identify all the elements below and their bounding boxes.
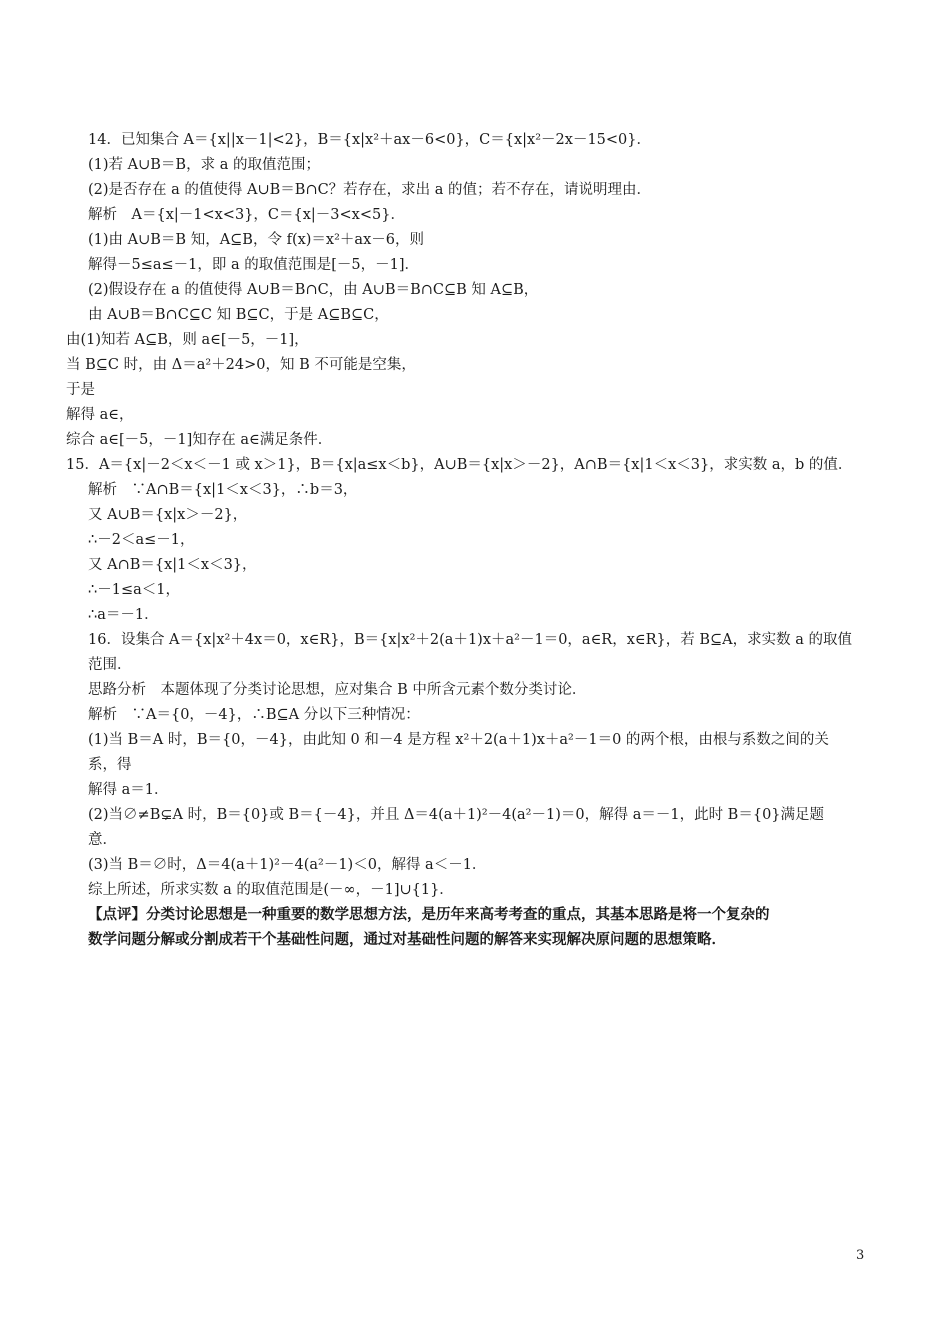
solution-14-from-part-1: 由(1)知若 A⊆B，则 a∈[－5，－1]，	[66, 332, 309, 348]
comment-line-1: 【点评】分类讨论思想是一种重要的数学思想方法，是历年来高考考查的重点，其基本思路是将一个复杂的	[88, 906, 770, 923]
comment-line-2: 数学问题分解或分割成若干个基础性问题，通过对基础性问题的解答来实现解决原问题的思想策略．	[88, 931, 726, 948]
solution-16-cases: 解析 ∵A＝{0，－4}，∴B⊆A 分以下三种情况：	[88, 707, 420, 723]
solution-15-line-1: 解析 ∵A∩B＝{x|1＜x＜3}，∴b＝3，	[88, 482, 358, 498]
solution-14-solve: 解得 a∈，	[66, 407, 134, 423]
solution-16-case-2-cont: 意．	[88, 832, 117, 848]
solution-14-discriminant: 当 B⊆C 时，由 Δ＝a²＋24>0，知 B 不可能是空集，	[66, 357, 416, 373]
problem-16-statement: 16．设集合 A＝{x|x²＋4x＝0，x∈R}，B＝{x|x²＋2(a＋1)x＋a²－1＝0，a∈R，x∈R}，若 B⊆A，求实数 a 的取值	[88, 632, 853, 648]
solution-14-thus: 于是	[66, 382, 95, 398]
solution-14-sets: 解析 A＝{x|－1<x<3}，C＝{x|－3<x<5}．	[88, 207, 405, 223]
problem-14-statement: 14．已知集合 A＝{x||x－1|<2}，B＝{x|x²＋ax－6<0}，C＝{x|x²－2x－15<0}．	[88, 132, 651, 148]
solution-15-line-4: 又 A∩B＝{x|1＜x＜3}，	[88, 557, 257, 573]
solution-14-part-2: (2)假设存在 a 的值使得 A∪B＝B∩C，由 A∪B＝B∩C⊆B 知 A⊆B，	[88, 282, 539, 298]
problem-14-part-2: (2)是否存在 a 的值使得 A∪B＝B∩C？若存在，求出 a 的值；若不存在，请说明理由．	[88, 182, 652, 198]
problem-16-statement-cont: 范围．	[88, 657, 132, 673]
solution-16-case-2: (2)当∅≠B⊊A 时，B＝{0}或 B＝{－4}，并且 Δ＝4(a＋1)²－4(a²－1)＝0，解得 a＝－1，此时 B＝{0}满足题	[88, 807, 825, 823]
solution-16-approach: 思路分析 本题体现了分类讨论思想，应对集合 B 中所含元素个数分类讨论．	[88, 682, 587, 698]
solution-15-line-2: 又 A∪B＝{x|x＞－2}，	[88, 507, 248, 523]
solution-16-summary: 综上所述，所求实数 a 的取值范围是(－∞，－1]∪{1}．	[88, 882, 454, 898]
solution-14-conclusion: 综合 a∈[－5，－1]知存在 a∈满足条件．	[66, 432, 333, 448]
problem-15-statement: 15．A＝{x|－2＜x＜－1 或 x＞1}，B＝{x|a≤x＜b}，A∪B＝{x|x＞－2}，A∩B＝{x|1＜x＜3}，求实数 a，b 的值．	[66, 457, 853, 473]
solution-14-part-1: (1)由 A∪B＝B 知，A⊆B，令 f(x)＝x²＋ax－6，则	[88, 232, 424, 248]
solution-16-case-1-cont: 系，得	[88, 757, 132, 773]
solution-16-case-1: (1)当 B＝A 时，B＝{0，－4}，由此知 0 和－4 是方程 x²＋2(a＋1)x＋a²－1＝0 的两个根，由根与系数之间的关	[88, 732, 829, 748]
solution-16-case-3: (3)当 B＝∅时，Δ＝4(a＋1)²－4(a²－1)＜0，解得 a＜－1．	[88, 857, 487, 873]
solution-15-answer: ∴a＝－1．	[88, 607, 159, 623]
page-number: 3	[856, 1248, 865, 1263]
solution-15-line-5: ∴－1≤a＜1，	[88, 582, 180, 598]
solution-14-part-1-result: 解得－5≤a≤－1，即 a 的取值范围是[－5，－1]．	[88, 257, 420, 273]
solution-15-line-3: ∴－2＜a≤－1，	[88, 532, 195, 548]
solution-14-part-2-chain: 由 A∪B＝B∩C⊆C 知 B⊆C，于是 A⊆B⊆C，	[88, 307, 389, 323]
solution-16-case-1-result: 解得 a＝1．	[88, 782, 169, 798]
problem-14-part-1: (1)若 A∪B＝B，求 a 的取值范围；	[88, 157, 320, 173]
